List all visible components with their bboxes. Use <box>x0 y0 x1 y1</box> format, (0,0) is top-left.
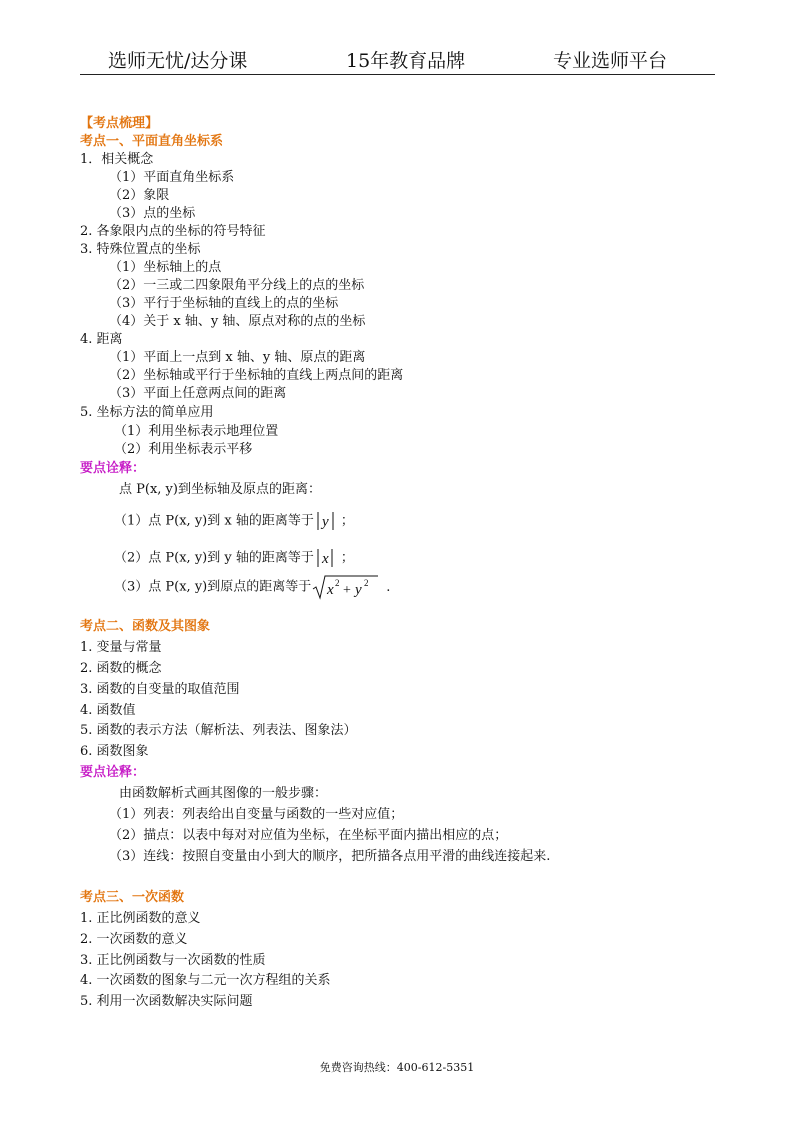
point3-item: 2. 一次函数的意义 <box>80 932 188 947</box>
header-platform: 专业选师平台 <box>553 50 668 72</box>
section-title: 【考点梳理】 <box>80 116 159 131</box>
footer-hotline: 免费咨询热线：400-612-5351 <box>319 1061 475 1074</box>
point2-note-step: （1）列表：列表给出自变量与函数的一些对应值； <box>109 807 404 822</box>
abs-x-formula <box>315 547 341 569</box>
point1-subitem: （1）平面上一点到 x 轴、y 轴、原点的距离 <box>109 350 366 365</box>
point1-subitem: （4）关于 x 轴、y 轴、原点对称的点的坐标 <box>109 314 366 329</box>
point1-item: 4. 距离 <box>80 332 123 347</box>
note-punct: . <box>386 579 391 595</box>
point2-item: 6. 函数图象 <box>80 744 149 759</box>
point1-subitem: （3）平面上任意两点间的距离 <box>109 386 287 401</box>
header-slogan: 15年教育品牌 <box>346 50 466 72</box>
point1-subitem: （3）平行于坐标轴的直线上的点的坐标 <box>109 296 339 311</box>
point1-note-2 <box>114 547 354 570</box>
svg-text:y: y <box>321 514 329 530</box>
header-brand: 选师无忧/达分课 <box>108 50 248 72</box>
point1-subitem: （3）点的坐标 <box>109 206 196 221</box>
svg-text:+: + <box>343 583 352 598</box>
page-header <box>80 48 715 75</box>
point2-item: 1. 变量与常量 <box>80 640 162 655</box>
svg-text:2: 2 <box>364 578 369 588</box>
point3-item: 4. 一次函数的图象与二元一次方程组的关系 <box>80 973 331 988</box>
point1-note-3 <box>114 573 390 602</box>
point3-item: 3. 正比例函数与一次函数的性质 <box>80 953 266 968</box>
point1-subitem: （1）利用坐标表示地理位置 <box>114 424 279 439</box>
point1-item: 5. 坐标方法的简单应用 <box>80 405 214 420</box>
point2-title: 考点二、函数及其图象 <box>80 619 211 634</box>
point2-item: 4. 函数值 <box>80 703 136 718</box>
point1-subitem: （1）坐标轴上的点 <box>109 260 222 275</box>
point1-item: 3. 特殊位置点的坐标 <box>80 242 201 257</box>
point1-subitem: （2）一三或二四象限角平分线上的点的坐标 <box>109 278 365 293</box>
point2-item: 3. 函数的自变量的取值范围 <box>80 682 240 697</box>
point1-subitem: （2）象限 <box>109 188 170 203</box>
note-punct: ； <box>340 550 354 566</box>
point1-note-intro: 点 P(x, y)到坐标轴及原点的距离： <box>119 482 321 497</box>
point2-item: 5. 函数的表示方法（解析法、列表法、图象法） <box>80 723 357 738</box>
point1-subitem: （2）利用坐标表示平移 <box>114 442 253 457</box>
svg-text:y: y <box>355 582 362 598</box>
point1-item: 1．相关概念 <box>80 152 154 167</box>
svg-text:2: 2 <box>335 578 340 588</box>
point2-note-step: （2）描点：以表中每对对应值为坐标，在坐标平面内描出相应的点； <box>109 828 508 843</box>
point2-item: 2. 函数的概念 <box>80 661 162 676</box>
point1-title: 考点一、平面直角坐标系 <box>80 134 224 149</box>
point3-item: 5. 利用一次函数解决实际问题 <box>80 994 253 1009</box>
note-text: （3）点 P(x, y)到原点的距离等于 <box>114 579 312 595</box>
note-punct: ； <box>340 513 354 529</box>
point1-note-1 <box>114 510 354 533</box>
point2-note-title: 要点诠释： <box>80 765 146 780</box>
abs-y-formula <box>315 510 341 532</box>
point1-subitem: （1）平面直角坐标系 <box>109 170 235 185</box>
point3-item: 1. 正比例函数的意义 <box>80 911 201 926</box>
point2-note-step: （3）连线：按照自变量由小到大的顺序，把所描各点用平滑的曲线连接起来. <box>109 849 551 864</box>
svg-text:x: x <box>321 551 329 567</box>
point2-note-intro: 由函数解析式画其图像的一般步骤： <box>119 786 328 801</box>
note-text: （2）点 P(x, y)到 y 轴的距离等于 <box>114 550 314 566</box>
point1-subitem: （2）坐标轴或平行于坐标轴的直线上两点间的距离 <box>109 368 404 383</box>
point1-note-title: 要点诠释： <box>80 461 146 476</box>
note-text: （1）点 P(x, y)到 x 轴的距离等于 <box>114 513 314 529</box>
point3-title: 考点三、一次函数 <box>80 890 185 905</box>
sqrt-formula <box>312 573 380 601</box>
point1-item: 2. 各象限内点的坐标的符号特征 <box>80 224 266 239</box>
svg-text:x: x <box>327 582 334 598</box>
